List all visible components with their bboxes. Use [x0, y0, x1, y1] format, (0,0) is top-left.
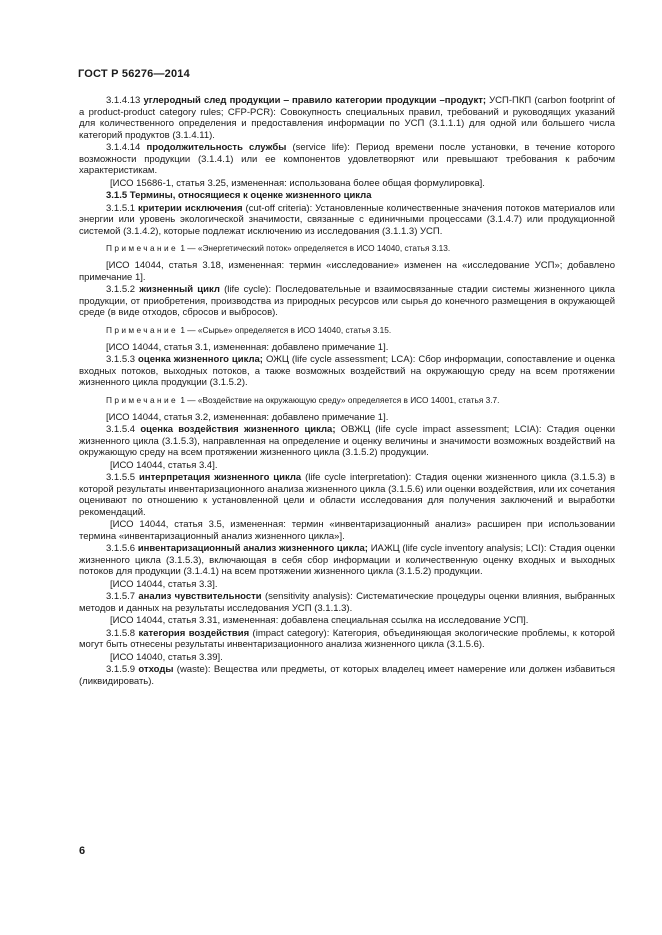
- note: [79, 395, 615, 405]
- note: [79, 325, 615, 335]
- source-reference: [ИСО 14044, статья 3.5, измененная: термин «инвентаризационный анализ» расширен при использовании термина «инвентаризационный анализ жизненного цикла»].: [79, 519, 615, 542]
- term-3-1-5-5: [79, 472, 615, 518]
- section-heading: 3.1.5 Термины, относящиеся к оценке жизненного цикла: [106, 190, 372, 201]
- note-label: Примечание: [106, 324, 179, 335]
- term-definition: ИАЖЦ (life cycle inventory analysis; LCI): Стадия оценки жизненного цикла (3.1.5.3), включающая в себя сбор информации и количественную оценку входных и выходных потоков для продукции (3.1.4.1) на всем протяжении жизненного цикла (3.1.5.2) продукции.: [79, 543, 615, 577]
- term-definition: (impact category): Категория, объединяющая экологические проблемы, к которой могут быть отнесены результаты инвентаризационного анализа жизненного цикла (3.1.5.6).: [79, 627, 615, 650]
- term-definition: (service life): Период времени после установки, в течение которого возможности продукции (3.1.4.1) или ее компонентов удовлетворяют или превышают требования к рабочим характеристикам.: [79, 142, 615, 176]
- term-name: оценка жизненного цикла;: [138, 354, 263, 365]
- clause-number: 3.1.5.7: [106, 591, 136, 602]
- clause-number: 3.1.5.2: [106, 284, 136, 295]
- term-name: инвентаризационный анализ жизненного цикла;: [137, 543, 368, 554]
- page-number: 6: [79, 845, 86, 857]
- term-3-1-4-14: [79, 142, 615, 177]
- note-text: 1 — «Воздействие на окружающую среду» определяется в ИСО 14001, статья 3.7.: [178, 394, 500, 405]
- term-name: критерии исключения: [138, 202, 243, 214]
- term-definition: ОВЖЦ (life cycle impact assessment; LCIA): Стадия оценки жизненного цикла (3.1.5.3), направленная на определение и оценку величины и значимости возможных воздействий на окружающую среду на всем протяжении жизненного цикла (3.1.5.2) продукции.: [79, 424, 615, 458]
- clause-number: 3.1.5.4: [106, 424, 136, 435]
- source-reference: [ИСО 15686-1, статья 3.25, измененная: использована более общая формулировка].: [110, 177, 485, 189]
- term-definition: УСП-ПКП (carbon footprint of a product-product category rules; CFP-PCR): Совокупность специальных правил, требований и руководящих указаний для количественного определения и предоставления информации по УСП (3.1.1.1) для одной или большего числа категорий продуктов (3.1.4.11).: [79, 95, 615, 141]
- term-3-1-5-7: [79, 591, 615, 614]
- term-name: категория воздействия: [138, 627, 250, 639]
- source-reference: [ИСО 14044, статья 3.3].: [110, 578, 218, 590]
- note: [79, 243, 615, 253]
- note-label: Примечание: [106, 243, 179, 253]
- clause-number: 3.1.5.6: [106, 543, 136, 554]
- term-definition: (waste): Вещества или предметы, от которых владелец имеет намерение или должен избавиться (ликвидировать).: [79, 664, 615, 687]
- term-3-1-5-1: [79, 203, 615, 238]
- term-3-1-5-4: [79, 424, 615, 459]
- clause-number: 3.1.4.14: [106, 142, 141, 153]
- note-text: 1 — «Энергетический поток» определяется в ИСО 14040, статья 3.13.: [178, 243, 451, 253]
- document-body: [79, 95, 615, 688]
- clause-number: 3.1.5.1: [106, 202, 136, 214]
- clause-number: 3.1.5.5: [106, 472, 136, 483]
- term-3-1-5-2: [79, 284, 615, 319]
- term-name: жизненный цикл: [139, 284, 220, 295]
- term-3-1-5-3: [79, 354, 615, 389]
- clause-number: 3.1.5.8: [106, 627, 136, 639]
- source-reference: [ИСО 14044, статья 3.2, измененная: добавлено примечание 1].: [106, 411, 389, 423]
- note-label: Примечание: [106, 394, 179, 405]
- source-reference: [ИСО 14044, статья 3.31, измененная: добавлена специальная ссылка на исследование УСП].: [110, 615, 529, 626]
- document-header: ГОСТ Р 56276—2014: [78, 68, 190, 80]
- term-3-1-5-9: [79, 664, 615, 687]
- source-reference: [ИСО 14040, статья 3.39].: [110, 651, 223, 663]
- term-definition: ОЖЦ (life cycle assessment; LCA): Сбор информации, сопоставление и оценка входных потоков, выходных потоков, а также возможных воздействий на окружающую среду на всем протяжении жизненного цикла продукции (3.1.5.2).: [79, 354, 615, 388]
- clause-number: 3.1.5.3: [106, 354, 136, 365]
- term-name: углеродный след продукции ‒ правило категории продукции –продукт;: [143, 95, 487, 106]
- source-reference: [ИСО 14044, статья 3.18, измененная: термин «исследование» изменен на «исследование УСП»; добавлено примечание 1].: [79, 260, 615, 283]
- term-definition: (sensitivity analysis): Систематические процедуры оценки влияния, выбранных методов и данных на результаты исследования УСП (3.1.1.3).: [79, 591, 615, 614]
- source-reference: [ИСО 14044, статья 3.1, измененная: добавлено примечание 1].: [106, 341, 389, 353]
- term-3-1-4-13: [79, 95, 615, 141]
- term-definition: (life cycle interpretation): Стадия оценки жизненного цикла (3.1.5.3) в которой результаты инвентаризационного анализа жизненного цикла (3.1.5.6) или оценки воздействия, или их сочетания оценивают по отношению к установленной цели и области исследования для получения заключений и выработки рекомендаций.: [79, 472, 616, 518]
- term-definition: (cut-off criteria): Установленные количественные значения потоков материалов или энергии или уровень экологической значимости, связанные с единичными процессами (3.1.4.7) или продукционной системой (3.1.4.2), которые подлежат исключению из исследования (3.1.1.3) УСП.: [79, 202, 615, 237]
- term-name: анализ чувствительности: [138, 591, 262, 602]
- term-3-1-5-8: [79, 628, 615, 651]
- term-name: интерпретация жизненного цикла: [139, 472, 302, 483]
- term-name: отходы: [138, 664, 174, 675]
- note-text: 1 — «Сырье» определяется в ИСО 14040, статья 3.15.: [178, 324, 392, 335]
- term-name: продолжительность службы: [146, 142, 287, 153]
- term-name: оценка воздействия жизненного цикла;: [140, 424, 336, 435]
- clause-number: 3.1.5.9: [106, 664, 136, 675]
- term-3-1-5-6: [79, 543, 615, 578]
- term-definition: (life cycle): Последовательные и взаимосвязанные стадии системы жизненного цикла продукции, от приобретения, производства из природных ресурсов или сырья до конечного размещения в окружающей среде (в виде отходов, сбросов и выбросов).: [79, 284, 616, 318]
- source-reference: [ИСО 14044, статья 3.4].: [110, 459, 218, 471]
- clause-number: 3.1.4.13: [106, 95, 141, 106]
